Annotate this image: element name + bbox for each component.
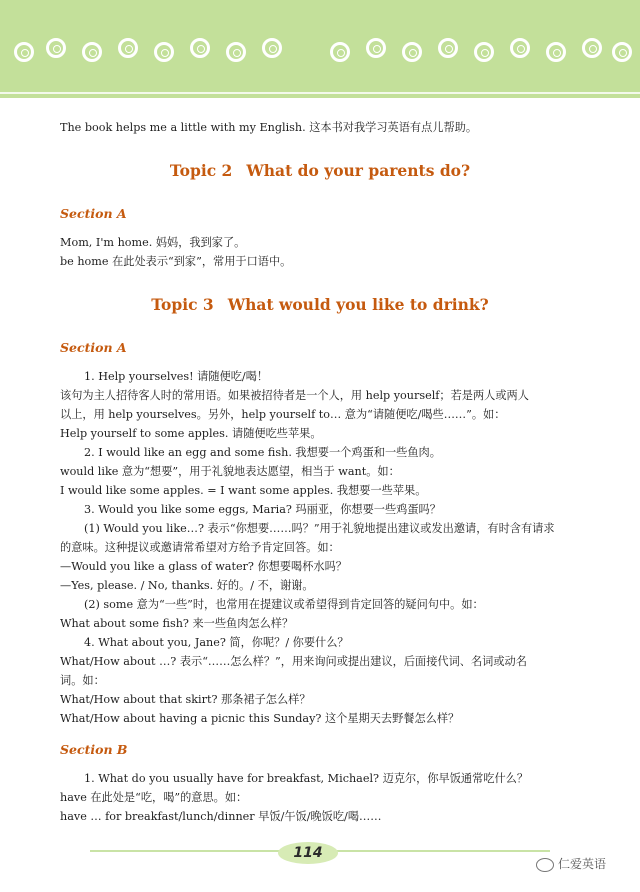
- circle-ornament: [330, 42, 350, 62]
- text-line: 1. Help yourselves! 请随便吃/喝！: [84, 370, 269, 383]
- circle-ornament: [190, 38, 210, 58]
- text-line: What/How about that skirt? 那条裙子怎么样？: [60, 693, 311, 706]
- text-line: What/How about …? 表示“……怎么样？”，用来询问或提出建议，后面接代词、名词或动名: [60, 655, 527, 668]
- text-line: 的意味。这种提议或邀请常希望对方给予肯定回答。如：: [60, 541, 340, 554]
- topic2-heading: [60, 161, 580, 180]
- text-line: —Would you like a glass of water? 你想要喝杯水吗？: [60, 560, 347, 573]
- circle-ornament: [366, 38, 386, 58]
- text-line: (1) Would you like…? 表示“你想要……吗？”用于礼貌地提出建议或发出邀请，有时含有请求: [84, 522, 555, 535]
- topic2-section-a-heading: Section A: [60, 206, 127, 221]
- text-line: I would like some apples. = I want some apples. 我想要一些苹果。: [60, 484, 427, 497]
- header-banner: [0, 0, 640, 98]
- circle-ornament: [118, 38, 138, 58]
- text-line: 2. I would like an egg and some fish. 我想要一个鸡蛋和一些鱼肉。: [84, 446, 441, 459]
- wechat-icon: [536, 858, 554, 872]
- text-line: have 在此处是“吃，喝”的意思。如：: [60, 791, 248, 804]
- circle-ornament: [14, 42, 34, 62]
- page-number: 114: [278, 842, 338, 864]
- text-line: (2) some 意为“一些”时，也常用在提建议或希望得到肯定回答的疑问句中。如：: [84, 598, 484, 611]
- text-line: have … for breakfast/lunch/dinner 早饭/午饭/晚饭吃/喝……: [60, 810, 382, 823]
- circle-ornament: [262, 38, 282, 58]
- text-line: would like 意为“想要”，用于礼貌地表达愿望，相当于 want。如：: [60, 465, 400, 478]
- circle-ornament: [582, 38, 602, 58]
- circle-ornament: [612, 42, 632, 62]
- topic2-label: Topic 2: [169, 161, 233, 180]
- text-line: 3. Would you like some eggs, Maria? 玛丽亚，你想要一些鸡蛋吗？: [84, 503, 441, 516]
- text-line: 词。如：: [60, 674, 105, 687]
- watermark-text: 仁爱英语: [558, 857, 607, 871]
- text-line: 该句为主人招待客人时的常用语。如果被招待者是一个人，用 help yourself；若是两人或两人: [60, 389, 529, 402]
- circle-ornament: [510, 38, 530, 58]
- text-line: 以上，用 help yourselves。另外，help yourself to… 意为“请随便吃/喝些……”。如：: [60, 408, 506, 421]
- circle-ornament: [546, 42, 566, 62]
- circle-ornament: [402, 42, 422, 62]
- circle-ornament: [82, 42, 102, 62]
- circle-ornament: [226, 42, 246, 62]
- text-line: Mom, I'm home. 妈妈，我到家了。: [60, 236, 246, 249]
- topic3-section-a-body: [60, 367, 580, 728]
- text-line: 4. What about you, Jane? 简，你呢？/ 你要什么？: [84, 636, 349, 649]
- circle-ornament: [474, 42, 494, 62]
- circle-ornament: [46, 38, 66, 58]
- banner-divider: [0, 92, 640, 94]
- topic3-heading: [60, 295, 580, 314]
- topic3-label: Topic 3: [151, 295, 214, 314]
- watermark: [536, 855, 606, 872]
- circle-ornament: [438, 38, 458, 58]
- text-line: What/How about having a picnic this Sunday? 这个星期天去野餐怎么样？: [60, 712, 460, 725]
- text-line: be home 在此处表示“到家”，常用于口语中。: [60, 255, 292, 268]
- topic3-section-b-body: [60, 769, 580, 826]
- text-line: Help yourself to some apples. 请随便吃些苹果。: [60, 427, 322, 440]
- intro-line: The book helps me a little with my English. 这本书对我学习英语有点儿帮助。: [60, 121, 478, 134]
- topic2-title: What do your parents do?: [246, 161, 471, 180]
- page-content: [60, 118, 580, 826]
- topic3-section-a-heading: Section A: [60, 340, 127, 355]
- circle-decoration: [0, 38, 640, 66]
- topic3-title: What would you like to drink?: [227, 295, 489, 314]
- text-line: 1. What do you usually have for breakfast, Michael? 迈克尔，你早饭通常吃什么？: [84, 772, 529, 785]
- text-line: What about some fish? 来一些鱼肉怎么样？: [60, 617, 294, 630]
- circle-ornament: [154, 42, 174, 62]
- topic3-section-b-heading: Section B: [60, 742, 128, 757]
- text-line: —Yes, please. / No, thanks. 好的。/ 不，谢谢。: [60, 579, 314, 592]
